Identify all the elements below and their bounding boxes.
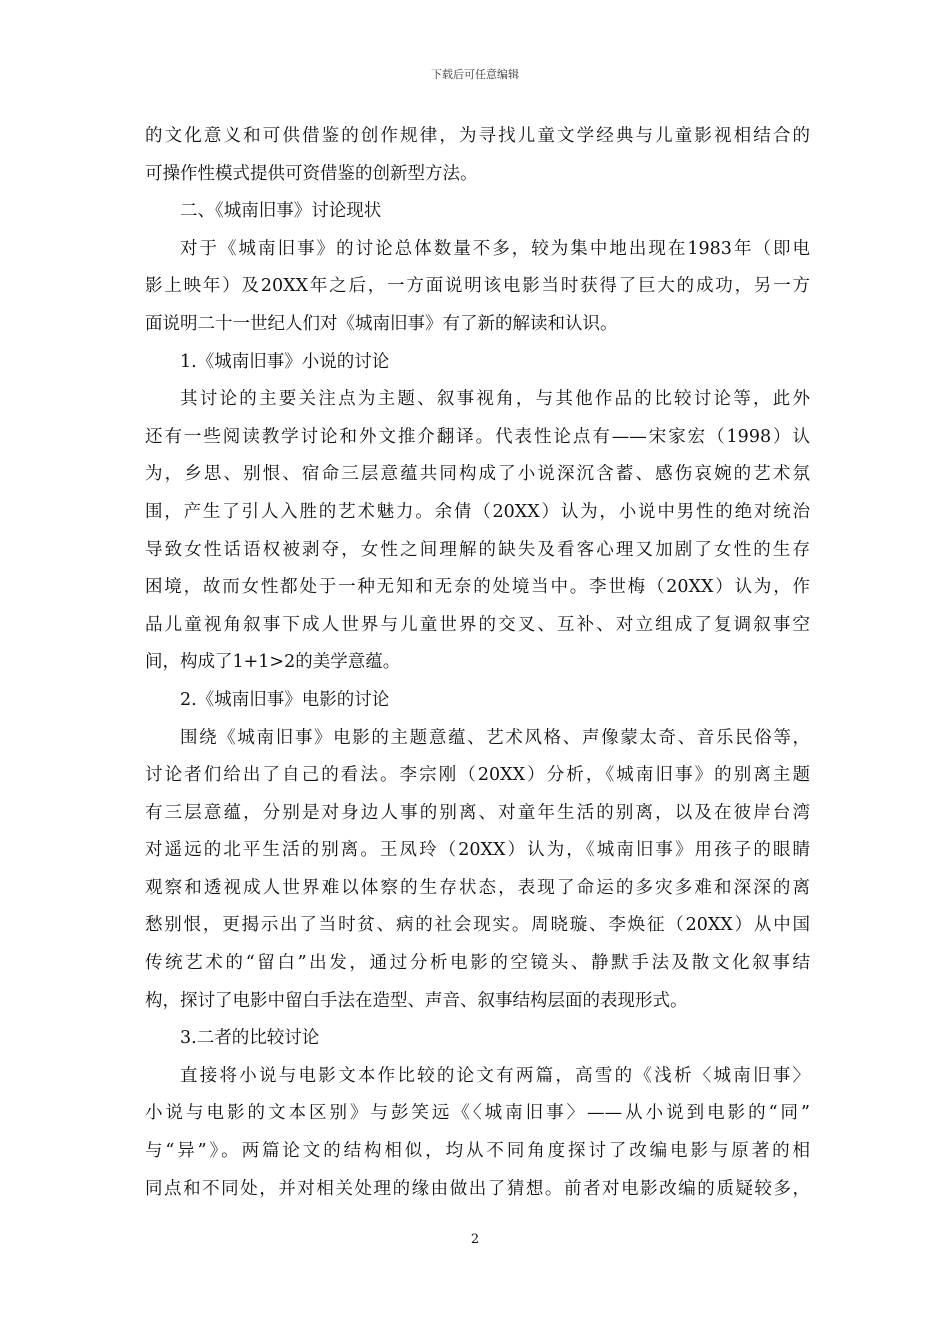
text-line: 与“异”》。两篇论文的结构相似，均从不同角度探讨了改编电影与原著的相: [145, 1141, 810, 1162]
body-text: [145, 118, 810, 1208]
text-line: 3.二者的比较讨论: [180, 1028, 320, 1049]
text-line: 讨论者们给出了自己的看法。李宗刚（20XX）分析，《城南旧事》的别离主题: [145, 765, 810, 786]
text-line: 直接将小说与电影文本作比较的论文有两篇，高雪的《浅析〈城南旧事〉: [180, 1065, 810, 1086]
text-line: 传统艺术的“留白”出发，通过分析电影的空镜头、静默手法及散文化叙事结: [145, 953, 810, 974]
text-line: 观察和透视成人世界难以体察的生存状态，表现了命运的多灾多难和深深的离: [145, 877, 810, 898]
text-line: 为，乡思、别恨、宿命三层意蕴共同构成了小说深沉含蓄、感伤哀婉的艺术氛: [145, 464, 810, 485]
text-line: 影上映年）及20XX年之后，一方面说明该电影当时获得了巨大的成功，另一方: [145, 276, 810, 297]
text-line: 对于《城南旧事》的讨论总体数量不多，较为集中地出现在1983年（即电: [180, 238, 810, 259]
text-line: 愁别恨，更揭示出了当时贫、病的社会现实。周晓璇、李焕征（20XX）从中国: [145, 915, 810, 936]
text-line: 二、《城南旧事》讨论现状: [180, 201, 382, 222]
text-line: 面说明二十一世纪人们对《城南旧事》有了新的解读和认识。: [145, 313, 618, 334]
page-header: 下载后可任意编辑: [431, 68, 519, 81]
text-line: 围绕《城南旧事》电影的主题意蕴、艺术风格、声像蒙太奇、音乐民俗等，: [180, 727, 810, 748]
text-line: 可操作性模式提供可资借鉴的创新型方法。: [145, 163, 478, 184]
page-number: 2: [470, 1232, 480, 1247]
text-line: 其讨论的主要关注点为主题、叙事视角，与其他作品的比较讨论等，此外: [180, 389, 810, 410]
text-line: 小说与电影的文本区别》与彭笑远《〈城南旧事〉——从小说到电影的“同”: [145, 1103, 810, 1124]
text-line: 间，构成了1+1>2的美学意蕴。: [145, 652, 401, 673]
text-line: 还有一些阅读教学讨论和外文推介翻译。代表性论点有——宋家宏（1998）认: [145, 426, 810, 447]
text-line: 困境，故而女性都处于一种无知和无奈的处境当中。李世梅（20XX）认为，作: [145, 577, 810, 598]
text-line: 有三层意蕴，分别是对身边人事的别离、对童年生活的别离，以及在彼岸台湾: [145, 802, 810, 823]
text-line: 导致女性话语权被剥夺，女性之间理解的缺失及看客心理又加剧了女性的生存: [145, 539, 810, 560]
text-line: 的文化意义和可供借鉴的创作规律，为寻找儿童文学经典与儿童影视相结合的: [145, 126, 810, 146]
text-line: 围，产生了引人入胜的艺术魅力。余倩（20XX）认为，小说中男性的绝对统治: [145, 501, 810, 522]
text-line: 构，探讨了电影中留白手法在造型、声音、叙事结构层面的表现形式。: [145, 990, 688, 1011]
text-line: 同点和不同处，并对相关处理的缘由做出了猜想。前者对电影改编的质疑较多，: [145, 1178, 810, 1199]
text-line: 品儿童视角叙事下成人世界与儿童世界的交叉、互补、对立组成了复调叙事空: [145, 614, 810, 635]
text-line: 1.《城南旧事》小说的讨论: [180, 351, 390, 372]
text-line: 2.《城南旧事》电影的讨论: [180, 689, 390, 710]
text-line: 对遥远的北平生活的别离。王凤玲（20XX）认为，《城南旧事》用孩子的眼睛: [145, 840, 810, 861]
